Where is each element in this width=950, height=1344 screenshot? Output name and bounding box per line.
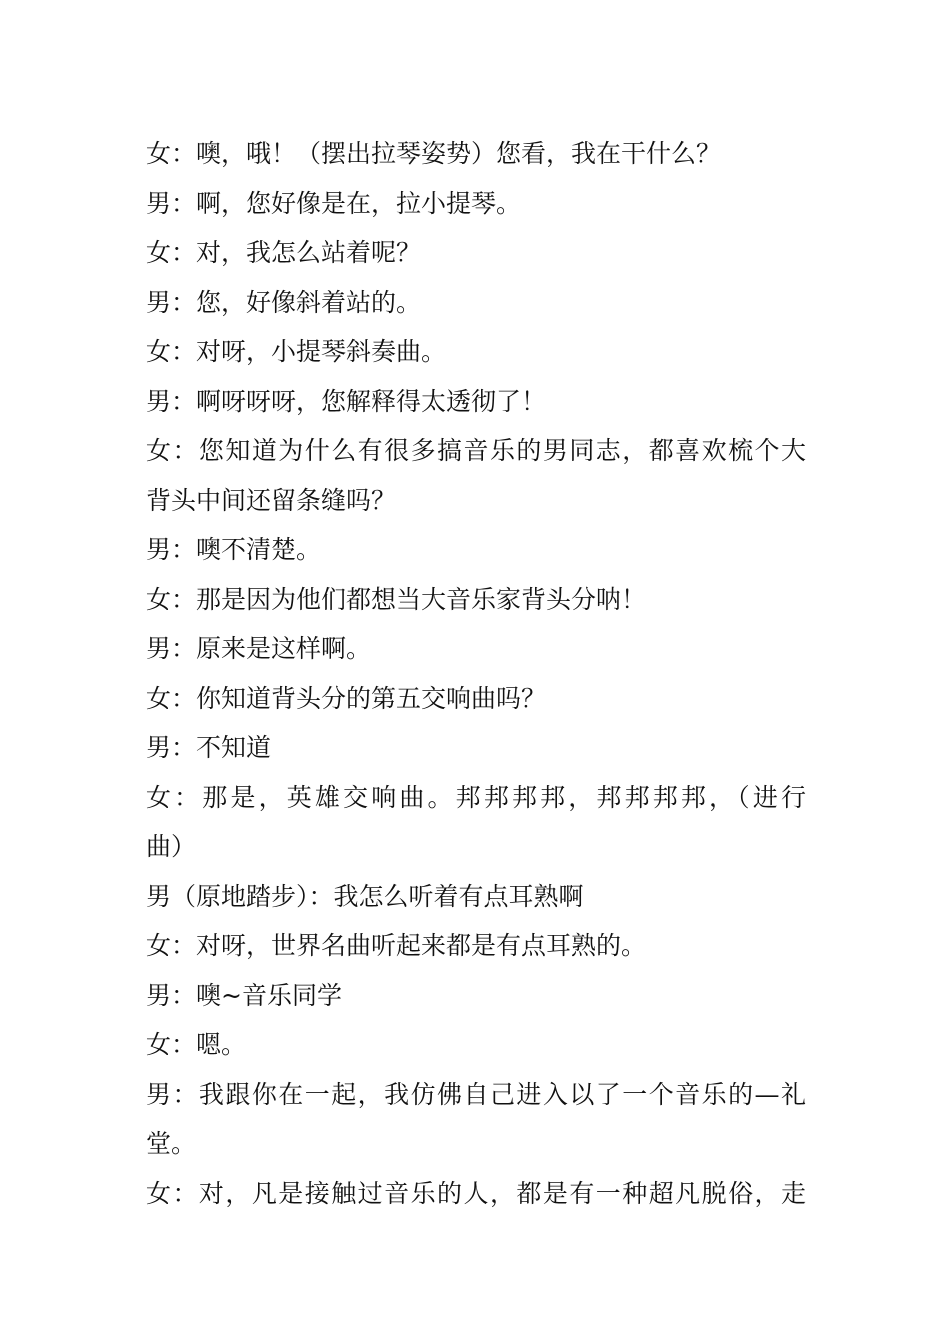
dialogue-line-11: 男：原来是这样啊。	[146, 634, 372, 663]
dialogue-line-19: 女：嗯。	[146, 1030, 247, 1059]
dialogue-line-16: 男（原地踏步）：我怎么听着有点耳熟啊	[146, 881, 584, 911]
dialogue-line-3: 女：对，我怎么站着呢？	[146, 238, 422, 267]
dialogue-line-21: 堂。	[146, 1129, 197, 1158]
dialogue-line-14: 女：那是，英雄交响曲。邦邦邦邦，邦邦邦邦，（进行	[146, 782, 806, 812]
dialogue-line-9: 男：噢不清楚。	[146, 535, 322, 564]
dialogue-line-2: 男：啊，您好像是在，拉小提琴。	[146, 188, 522, 218]
dialogue-line-10: 女：那是因为他们都想当大音乐家背头分呐！	[146, 584, 647, 614]
dialogue-line-12: 女：你知道背头分的第五交响曲吗？	[146, 683, 547, 713]
dialogue-line-8: 背头中间还留条缝吗？	[146, 485, 397, 515]
dialogue-text	[146, 129, 806, 1218]
dialogue-line-17: 女：对呀，世界名曲听起来都是有点耳熟的。	[146, 931, 647, 960]
dialogue-line-20: 男：我跟你在一起，我仿佛自己进入以了一个音乐的—礼	[146, 1079, 806, 1109]
dialogue-line-13: 男：不知道	[146, 733, 272, 762]
dialogue-line-4: 男：您，好像斜着站的。	[146, 287, 422, 317]
dialogue-line-15: 曲）	[146, 832, 197, 861]
dialogue-line-1: 女：噢，哦！（摆出拉琴姿势）您看，我在干什么？	[146, 139, 722, 168]
dialogue-line-6: 男：啊呀呀呀，您解释得太透彻了！	[146, 386, 547, 416]
dialogue-line-5: 女：对呀，小提琴斜奏曲。	[146, 337, 447, 366]
dialogue-line-7: 女：您知道为什么有很多搞音乐的男同志，都喜欢梳个大	[146, 436, 806, 465]
dialogue-line-18: 男：噢~音乐同学	[146, 980, 342, 1010]
dialogue-line-22: 女：对，凡是接触过音乐的人，都是有一种超凡脱俗，走	[146, 1178, 806, 1208]
